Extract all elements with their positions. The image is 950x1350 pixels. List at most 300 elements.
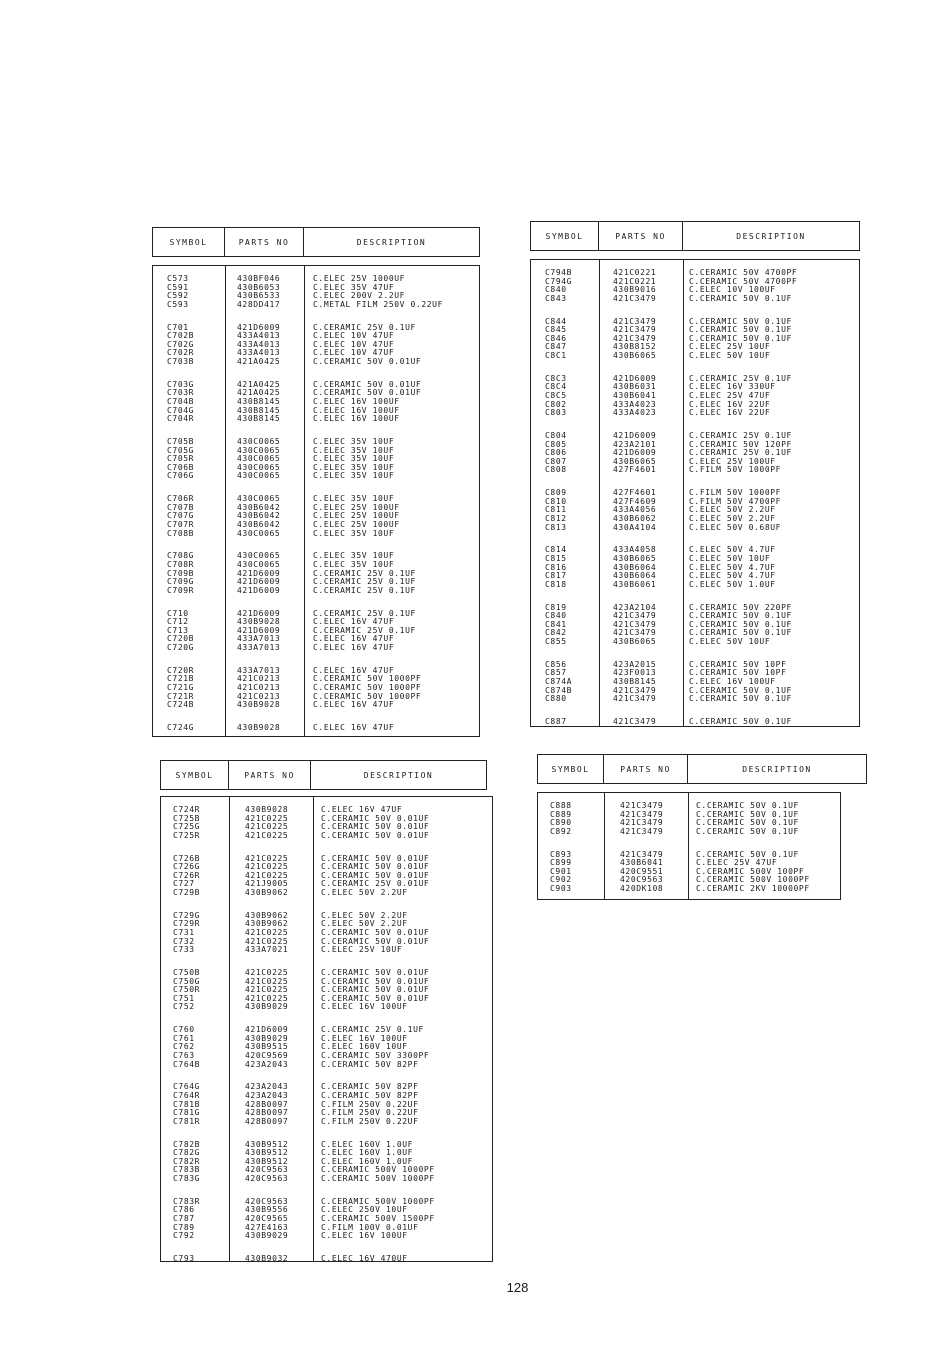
table-row: [153, 472, 479, 481]
symbol-cell: C841: [545, 619, 567, 629]
symbol-cell: C731: [173, 927, 195, 937]
description-cell: C.ELEC 25V 10UF: [689, 342, 771, 352]
description-cell: C.CERAMIC 50V 0.01UF: [321, 936, 430, 946]
parts-no-cell: 421C3479: [620, 809, 664, 819]
description-cell: C.CERAMIC 500V 1000PF: [321, 1173, 435, 1183]
parts-no-cell: 421C0213: [237, 674, 281, 684]
symbol-cell: C8C3: [545, 373, 567, 383]
symbol-cell: C713: [167, 625, 189, 635]
parts-no-cell: 421C3479: [613, 685, 657, 695]
description-cell: C.CERAMIC 25V 0.1UF: [313, 608, 416, 618]
row-group: [153, 667, 479, 710]
description-cell: C.ELEC 35V 10UF: [313, 445, 395, 455]
description-cell: C.ELEC 16V 47UF: [313, 617, 395, 627]
description-header: DESCRIPTION: [736, 231, 806, 241]
parts-no-cell: 433A7013: [237, 634, 281, 644]
symbol-cell: C803: [545, 408, 567, 418]
symbol-cell: C8C5: [545, 390, 567, 400]
symbol-cell: C840: [545, 611, 567, 621]
description-cell: C.FILM 250V 0.22UF: [321, 1108, 419, 1118]
row-group: [153, 275, 479, 309]
parts-no-cell: 430B6065: [613, 350, 657, 360]
table-row: [538, 885, 840, 894]
parts-no-cell: 430B6065: [613, 636, 657, 646]
symbol-cell: C727: [173, 879, 195, 889]
symbol-cell: C709G: [167, 577, 195, 587]
parts-no-cell: 430B6062: [613, 513, 657, 523]
parts-no-cell: 423A2015: [613, 659, 657, 669]
page-number: 128: [506, 1280, 529, 1295]
parts-no-cell: 421D6009: [237, 322, 281, 332]
parts-no-cell: 421D6009: [613, 373, 657, 383]
description-cell: C.CERAMIC 50V 0.01UF: [313, 388, 422, 398]
parts-no-cell: 430B8145: [237, 396, 281, 406]
symbol-cell: C783B: [173, 1165, 201, 1175]
symbol-cell: C844: [545, 316, 567, 326]
parts-no-cell: 430B9029: [245, 1002, 289, 1012]
symbol-cell: C760: [173, 1025, 195, 1035]
symbol-cell: C726B: [173, 853, 201, 863]
table-row: [531, 295, 859, 304]
description-cell: C.CERAMIC 25V 0.1UF: [689, 431, 792, 440]
symbol-cell: C704B: [167, 396, 195, 406]
parts-no-header: PARTS NO: [604, 755, 688, 783]
parts-no-cell: 430C0065: [237, 559, 281, 569]
description-cell: C.ELEC 16V 47UF: [321, 805, 403, 814]
table-row: [531, 718, 859, 727]
parts-no-cell: 423A2043: [245, 1082, 289, 1092]
description-cell: C.ELEC 25V 47UF: [689, 390, 771, 400]
table-row: [531, 581, 859, 590]
symbol-cell: C874A: [545, 676, 573, 686]
symbol-cell: C591: [167, 282, 189, 292]
parts-no-cell: 430B6053: [237, 282, 281, 292]
symbol-cell: C732: [173, 936, 195, 946]
parts-no-cell: 430B6041: [613, 390, 657, 400]
row-group: [161, 1141, 492, 1184]
symbol-cell: C782G: [173, 1148, 201, 1158]
description-cell: C.ELEC 35V 10UF: [313, 551, 395, 561]
description-cell: C.ELEC 50V 1.0UF: [689, 579, 776, 589]
description-cell: C.CERAMIC 50V 120PF: [689, 439, 792, 449]
description-cell: C.CERAMIC 50V 0.1UF: [689, 628, 792, 638]
description-cell: C.CERAMIC 50V 0.01UF: [321, 870, 430, 880]
symbol-cell: C899: [550, 858, 572, 868]
parts-no-cell: 421D6009: [245, 1025, 289, 1035]
description-cell: C.ELEC 16V 47UF: [313, 634, 395, 644]
parts-no-cell: 421C3479: [620, 849, 664, 859]
description-cell: C.CERAMIC 50V 0.01UF: [321, 993, 430, 1003]
description-cell: C.ELEC 50V 10UF: [689, 350, 771, 360]
description-cell: C.CERAMIC 50V 0.01UF: [321, 813, 430, 823]
description-cell: C.CERAMIC 50V 3300PF: [321, 1050, 430, 1060]
description-cell: C.CERAMIC 500V 100PF: [696, 866, 805, 876]
parts-no-cell: 421C3479: [613, 628, 657, 638]
symbol-cell: C725G: [173, 822, 201, 832]
description-cell: C.CERAMIC 50V 1000PF: [313, 691, 422, 701]
symbol-cell: C592: [167, 291, 189, 301]
row-group: [161, 1255, 492, 1264]
table-row: [153, 587, 479, 596]
description-cell: C.CERAMIC 50V 0.01UF: [321, 830, 430, 840]
symbol-cell: C893: [550, 849, 572, 859]
symbol-cell: C888: [550, 801, 572, 810]
description-cell: C.ELEC 10V 100UF: [689, 285, 776, 295]
description-cell: C.FILM 100V 0.01UF: [321, 1222, 419, 1232]
parts-no-cell: 427F4601: [613, 488, 657, 498]
description-cell: C.ELEC 10V 47UF: [313, 339, 395, 349]
description-cell: C.CERAMIC 500V 1500PF: [321, 1213, 435, 1223]
description-cell: C.CERAMIC 50V 0.1UF: [689, 611, 792, 621]
parts-no-cell: 421C3479: [620, 826, 664, 836]
description-cell: C.ELEC 160V 1.0UF: [321, 1156, 414, 1166]
symbol-cell: C701: [167, 322, 189, 332]
row-group: [153, 610, 479, 653]
description-cell: C.ELEC 16V 330UF: [689, 382, 776, 392]
description-cell: C.ELEC 35V 10UF: [313, 454, 395, 464]
parts-no-cell: 430C0065: [237, 437, 281, 446]
table-row: [161, 1175, 492, 1184]
row-group: [531, 375, 859, 418]
symbol-cell: C706B: [167, 462, 195, 472]
symbol-cell: C814: [545, 545, 567, 555]
parts-no-cell: 430B6042: [237, 502, 281, 512]
parts-no-cell: 420C9551: [620, 866, 664, 876]
parts-no-cell: 430B8152: [613, 342, 657, 352]
symbol-cell: C720G: [167, 642, 195, 652]
description-cell: C.ELEC 35V 10UF: [313, 437, 395, 446]
description-cell: C.CERAMIC 25V 0.1UF: [313, 625, 416, 635]
symbol-cell: C783R: [173, 1196, 201, 1206]
parts-no-cell: 420C9563: [245, 1173, 289, 1183]
symbol-cell: C889: [550, 809, 572, 819]
parts-no-cell: 421A0425: [237, 379, 281, 389]
description-cell: C.ELEC 25V 100UF: [313, 511, 400, 521]
parts-no-cell: 433A4013: [237, 339, 281, 349]
symbol-cell: C750R: [173, 985, 201, 995]
symbol-cell: C724B: [167, 700, 195, 710]
row-group: [161, 1198, 492, 1241]
parts-no-cell: 421D6009: [613, 448, 657, 458]
symbol-cell: C573: [167, 274, 189, 283]
description-cell: C.CERAMIC 50V 0.01UF: [313, 356, 422, 366]
parts-no-cell: 421D6009: [237, 568, 281, 578]
parts-no-cell: 420DK108: [620, 883, 664, 893]
symbol-cell: C804: [545, 431, 567, 440]
parts-no-cell: 421C3479: [613, 293, 657, 303]
symbol-cell: C706R: [167, 494, 195, 504]
symbol-cell: C593: [167, 299, 189, 309]
row-group: [161, 1083, 492, 1126]
description-cell: C.CERAMIC 50V 4700PF: [689, 268, 798, 277]
parts-no-cell: 427F4601: [613, 465, 657, 475]
description-cell: C.ELEC 160V 10UF: [321, 1042, 408, 1052]
symbol-cell: C802: [545, 399, 567, 409]
table-row: [531, 524, 859, 533]
description-cell: C.ELEC 35V 10UF: [313, 559, 395, 569]
symbol-cell: C890: [550, 818, 572, 828]
description-cell: C.ELEC 35V 10UF: [313, 528, 395, 538]
parts-no-cell: 421C0225: [245, 985, 289, 995]
parts-no-cell: 430B9512: [245, 1156, 289, 1166]
row-group: [531, 269, 859, 303]
description-cell: C.ELEC 50V 10UF: [689, 553, 771, 563]
table-row: [531, 409, 859, 418]
parts-no-cell: 428B0097: [245, 1099, 289, 1109]
description-cell: C.CERAMIC 50V 0.01UF: [321, 976, 430, 986]
description-cell: C.ELEC 16V 100UF: [321, 1002, 408, 1012]
parts-no-cell: 430B9062: [245, 887, 289, 897]
description-cell: C.ELEC 25V 1000UF: [313, 274, 406, 283]
symbol-cell: C720B: [167, 634, 195, 644]
parts-no-cell: 433A7013: [237, 665, 281, 675]
description-cell: C.ELEC 25V 47UF: [696, 858, 778, 868]
symbol-cell: C706G: [167, 471, 195, 481]
description-cell: C.CERAMIC 50V 10PF: [689, 668, 787, 678]
description-cell: C.FILM 50V 1000PF: [689, 465, 782, 475]
description-cell: C.ELEC 35V 10UF: [313, 462, 395, 472]
parts-no-cell: 421C0225: [245, 862, 289, 872]
symbol-cell: C750G: [173, 976, 201, 986]
symbol-cell: C794B: [545, 268, 573, 277]
symbol-cell: C725R: [173, 830, 201, 840]
symbol-cell: C843: [545, 293, 567, 303]
description-cell: C.ELEC 250V 10UF: [321, 1205, 408, 1215]
parts-no-cell: 430B9028: [245, 805, 289, 814]
parts-no-cell: 421C0213: [237, 682, 281, 692]
symbol-cell: C786: [173, 1205, 195, 1215]
description-cell: C.CERAMIC 50V 0.1UF: [689, 293, 792, 303]
description-cell: C.ELEC 160V 1.0UF: [321, 1148, 414, 1158]
description-cell: C.CERAMIC 50V 10PF: [689, 659, 787, 669]
description-cell: C.CERAMIC 25V 0.1UF: [321, 1025, 424, 1035]
description-cell: C.ELEC 16V 47UF: [313, 723, 395, 732]
table-row: [538, 851, 840, 860]
description-cell: C.CERAMIC 25V 0.1UF: [313, 577, 416, 587]
parts-no-cell: 430B6061: [613, 579, 657, 589]
symbol-cell: C708G: [167, 551, 195, 561]
parts-no-cell: 421C0225: [245, 927, 289, 937]
description-cell: C.ELEC 50V 10UF: [689, 636, 771, 646]
symbol-cell: C726G: [173, 862, 201, 872]
row-group: [153, 495, 479, 538]
symbol-cell: C733: [173, 945, 195, 955]
parts-no-cell: 421C0225: [245, 968, 289, 977]
parts-no-header: PARTS NO: [225, 228, 304, 256]
parts-no-cell: 430B9028: [237, 617, 281, 627]
parts-no-cell: 421C3479: [613, 333, 657, 343]
symbol-cell: C815: [545, 553, 567, 563]
symbol-cell: C729G: [173, 910, 201, 920]
table-row: [531, 466, 859, 475]
description-cell: C.ELEC 50V 2.2UF: [321, 887, 408, 897]
symbol-cell: C764G: [173, 1082, 201, 1092]
table-body: [530, 259, 860, 727]
description-cell: C.CERAMIC 50V 0.1UF: [689, 333, 792, 343]
description-cell: C.ELEC 16V 47UF: [313, 665, 395, 675]
parts-no-cell: 428DD417: [237, 299, 281, 309]
symbol-cell: C811: [545, 505, 567, 515]
description-cell: C.CERAMIC 25V 0.1UF: [313, 568, 416, 578]
parts-no-cell: 421A0425: [237, 388, 281, 398]
parts-no-cell: 421D6009: [613, 431, 657, 440]
description-header: DESCRIPTION: [356, 237, 427, 247]
parts-no-cell: 430B6031: [613, 382, 657, 392]
symbol-cell: C781R: [173, 1116, 201, 1126]
parts-no-cell: 430C0065: [237, 528, 281, 538]
description-cell: C.ELEC 25V 100UF: [313, 519, 400, 529]
symbol-cell: C703G: [167, 379, 195, 389]
symbol-cell: C807: [545, 456, 567, 466]
symbol-cell: C764R: [173, 1090, 201, 1100]
parts-no-cell: 433A4013: [237, 331, 281, 341]
description-cell: C.CERAMIC 50V 0.01UF: [321, 968, 430, 977]
table-header: [530, 221, 860, 251]
parts-no-cell: 430B9062: [245, 919, 289, 929]
description-cell: C.CERAMIC 50V 0.1UF: [696, 826, 799, 836]
description-cell: C.CERAMIC 50V 82PF: [321, 1090, 419, 1100]
parts-no-cell: 420C9563: [620, 875, 664, 885]
parts-no-cell: 430B6042: [237, 511, 281, 521]
row-group: [538, 851, 840, 894]
parts-no-cell: 421C3479: [620, 801, 664, 810]
parts-no-cell: 420C9563: [245, 1165, 289, 1175]
row-group: [531, 489, 859, 532]
description-cell: C.CERAMIC 50V 1000PF: [313, 682, 422, 692]
symbol-cell: C846: [545, 333, 567, 343]
symbol-cell: C794G: [545, 276, 573, 286]
parts-no-cell: 421D6009: [237, 608, 281, 618]
symbol-cell: C751: [173, 993, 195, 1003]
description-cell: C.ELEC 16V 100UF: [321, 1231, 408, 1241]
description-cell: C.ELEC 10V 47UF: [313, 331, 395, 341]
symbol-cell: C725B: [173, 813, 201, 823]
description-cell: C.ELEC 200V 2.2UF: [313, 291, 406, 301]
parts-no-cell: 430B9032: [245, 1254, 289, 1263]
parts-no-cell: 421C0225: [245, 993, 289, 1003]
description-cell: C.ELEC 35V 10UF: [313, 471, 395, 481]
symbol-cell: C707G: [167, 511, 195, 521]
parts-no-cell: 421C0225: [245, 813, 289, 823]
description-cell: C.CERAMIC 50V 82PF: [321, 1059, 419, 1069]
symbol-cell: C818: [545, 579, 567, 589]
description-cell: C.CERAMIC 50V 0.1UF: [696, 818, 799, 828]
parts-no-cell: 430B6533: [237, 291, 281, 301]
symbol-cell: C840: [545, 285, 567, 295]
table-row: [153, 724, 479, 733]
symbol-cell: C705B: [167, 437, 195, 446]
parts-no-cell: 430B9515: [245, 1042, 289, 1052]
symbol-header: SYMBOL: [153, 228, 225, 256]
description-cell: C.ELEC 16V 47UF: [313, 642, 395, 652]
parts-no-cell: 428B0097: [245, 1108, 289, 1118]
parts-no-cell: 421A0425: [237, 356, 281, 366]
parts-no-cell: 423A2043: [245, 1059, 289, 1069]
description-cell: C.ELEC 16V 100UF: [689, 676, 776, 686]
symbol-cell: C855: [545, 636, 567, 646]
symbol-cell: C8C4: [545, 382, 567, 392]
description-cell: C.CERAMIC 50V 0.1UF: [696, 809, 799, 819]
symbol-cell: C763: [173, 1050, 195, 1060]
symbol-cell: C783G: [173, 1173, 201, 1183]
symbol-cell: C874B: [545, 685, 573, 695]
symbol-cell: C781G: [173, 1108, 201, 1118]
parts-no-cell: 430B8145: [237, 405, 281, 415]
parts-no-cell: 430B6065: [613, 553, 657, 563]
description-cell: C.CERAMIC 50V 0.1UF: [689, 717, 792, 726]
parts-no-cell: 430BF046: [237, 274, 281, 283]
symbol-cell: C8C1: [545, 350, 567, 360]
symbol-cell: C707B: [167, 502, 195, 512]
description-cell: C.CERAMIC 50V 220PF: [689, 602, 792, 612]
description-cell: C.ELEC 25V 100UF: [689, 456, 776, 466]
parts-no-cell: 421C3479: [613, 316, 657, 326]
parts-no-cell: 433A4023: [613, 399, 657, 409]
parts-no-cell: 421C0225: [245, 936, 289, 946]
table-row: [161, 832, 492, 841]
parts-no-cell: 423F0013: [613, 668, 657, 678]
parts-no-cell: 421C3479: [613, 325, 657, 335]
table-header: [152, 227, 480, 257]
parts-no-cell: 430C0065: [237, 445, 281, 455]
parts-no-cell: 430C0065: [237, 551, 281, 561]
row-group: [161, 806, 492, 840]
parts-no-cell: 421C3479: [613, 717, 657, 726]
symbol-cell: C782B: [173, 1139, 201, 1149]
parts-no-cell: 423A2101: [613, 439, 657, 449]
description-cell: C.CERAMIC 50V 0.1UF: [689, 316, 792, 326]
symbol-cell: C721B: [167, 674, 195, 684]
description-cell: C.ELEC 50V 2.2UF: [689, 513, 776, 523]
description-cell: C.ELEC 50V 4.7UF: [689, 571, 776, 581]
parts-no-cell: 433A4023: [613, 408, 657, 418]
parts-no-cell: 423A2043: [245, 1090, 289, 1100]
symbol-cell: C704G: [167, 405, 195, 415]
description-cell: C.ELEC 50V 2.2UF: [321, 919, 408, 929]
symbol-cell: C817: [545, 571, 567, 581]
symbol-cell: C708B: [167, 528, 195, 538]
description-cell: C.ELEC 16V 100UF: [321, 1033, 408, 1043]
parts-no-cell: 421C0213: [237, 691, 281, 701]
table-row: [161, 1061, 492, 1070]
table-row: [161, 1003, 492, 1012]
symbol-cell: C707R: [167, 519, 195, 529]
row-group: [153, 724, 479, 733]
symbol-cell: C787: [173, 1213, 195, 1223]
parts-no-cell: 430B8145: [237, 414, 281, 424]
description-cell: C.CERAMIC 50V 0.01UF: [313, 379, 422, 389]
symbol-cell: C845: [545, 325, 567, 335]
row-group: [161, 1026, 492, 1069]
description-cell: C.FILM 50V 1000PF: [689, 488, 782, 498]
description-cell: C.ELEC 16V 22UF: [689, 399, 771, 409]
description-cell: C.CERAMIC 50V 0.1UF: [689, 685, 792, 695]
parts-no-cell: 430B6042: [237, 519, 281, 529]
table-row: [161, 889, 492, 898]
symbol-header: SYMBOL: [531, 222, 599, 250]
row-group: [531, 661, 859, 704]
symbol-cell: C761: [173, 1033, 195, 1043]
symbol-cell: C892: [550, 826, 572, 836]
symbol-cell: C709R: [167, 585, 195, 595]
parts-no-cell: 430C0065: [237, 494, 281, 504]
description-cell: C.CERAMIC 25V 0.01UF: [321, 879, 430, 889]
parts-no-cell: 420C9569: [245, 1050, 289, 1060]
description-header: DESCRIPTION: [363, 770, 434, 780]
symbol-cell: C724R: [173, 805, 201, 814]
parts-no-cell: 433A7021: [245, 945, 289, 955]
symbol-cell: C702G: [167, 339, 195, 349]
